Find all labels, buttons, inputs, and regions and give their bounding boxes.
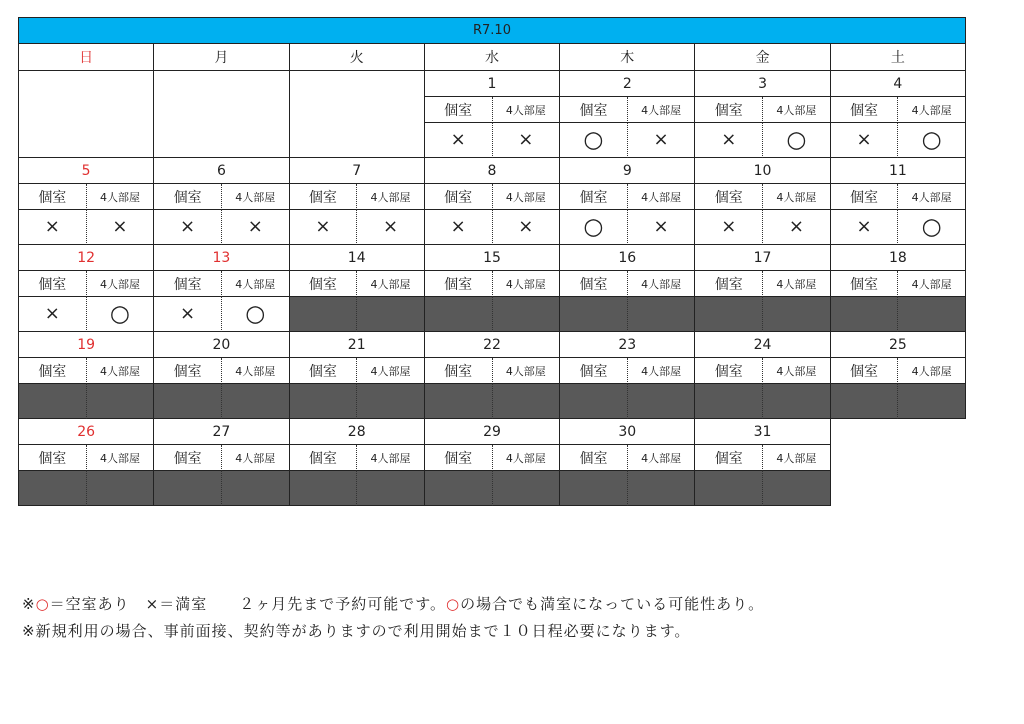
unavailable-cell-private xyxy=(290,297,358,332)
availability-shared: × xyxy=(628,123,696,158)
slot-label-private: 個室 xyxy=(19,358,87,384)
unavailable-cell-private xyxy=(560,471,628,506)
day-number: 22 xyxy=(425,332,560,358)
availability-shared: ○ xyxy=(222,297,290,332)
new-user-note: ※新規利用の場合、事前面接、契約等がありますので利用開始まで１０日程必要になります。 xyxy=(22,622,691,640)
unavailable-cell-private xyxy=(425,384,493,419)
slot-label-private: 個室 xyxy=(154,358,222,384)
unavailable-cell-shared xyxy=(628,471,696,506)
day-number: 16 xyxy=(560,245,695,271)
weekday-7: 土 xyxy=(831,44,966,71)
slot-label-shared: 4人部屋 xyxy=(898,184,966,210)
unavailable-cell-private xyxy=(425,471,493,506)
slot-label-shared: 4人部屋 xyxy=(222,271,290,297)
slot-label-private: 個室 xyxy=(154,445,222,471)
slot-label-private: 個室 xyxy=(425,358,493,384)
notes xyxy=(22,591,764,645)
availability-shared: × xyxy=(493,210,561,245)
unavailable-cell-shared xyxy=(357,297,425,332)
slot-label-shared: 4人部屋 xyxy=(493,184,561,210)
unavailable-cell-private xyxy=(154,471,222,506)
slot-label-shared: 4人部屋 xyxy=(628,445,696,471)
unavailable-cell-private xyxy=(290,471,358,506)
slot-label-private: 個室 xyxy=(425,445,493,471)
availability-calendar xyxy=(18,17,966,506)
slot-label-shared: 4人部屋 xyxy=(628,271,696,297)
day-number: 13 xyxy=(154,245,289,271)
availability-private: × xyxy=(19,297,87,332)
blank-day-cell xyxy=(831,419,966,506)
day-number: 15 xyxy=(425,245,560,271)
slot-label-shared: 4人部屋 xyxy=(222,445,290,471)
slot-label-shared: 4人部屋 xyxy=(357,358,425,384)
unavailable-cell-shared xyxy=(87,471,155,506)
weekday-5: 木 xyxy=(560,44,695,71)
slot-label-shared: 4人部屋 xyxy=(898,271,966,297)
slot-label-shared: 4人部屋 xyxy=(763,97,831,123)
unavailable-cell-private xyxy=(425,297,493,332)
unavailable-cell-shared xyxy=(628,297,696,332)
unavailable-cell-shared xyxy=(493,384,561,419)
availability-private: × xyxy=(154,297,222,332)
day-number: 30 xyxy=(560,419,695,445)
weekday-6: 金 xyxy=(695,44,830,71)
slot-label-private: 個室 xyxy=(425,184,493,210)
slot-label-shared: 4人部屋 xyxy=(87,358,155,384)
slot-label-shared: 4人部屋 xyxy=(763,271,831,297)
unavailable-cell-shared xyxy=(763,471,831,506)
unavailable-cell-shared xyxy=(493,297,561,332)
unavailable-cell-private xyxy=(560,384,628,419)
slot-label-shared: 4人部屋 xyxy=(763,184,831,210)
legend-note xyxy=(22,591,764,618)
availability-private: × xyxy=(831,123,899,158)
slot-label-private: 個室 xyxy=(19,271,87,297)
availability-private: ○ xyxy=(560,210,628,245)
availability-private: × xyxy=(695,210,763,245)
slot-label-shared: 4人部屋 xyxy=(898,97,966,123)
slot-label-private: 個室 xyxy=(290,358,358,384)
slot-label-private: 個室 xyxy=(560,97,628,123)
availability-private: × xyxy=(19,210,87,245)
unavailable-cell-private xyxy=(290,384,358,419)
unavailable-cell-shared xyxy=(898,297,966,332)
slot-label-private: 個室 xyxy=(695,97,763,123)
day-number: 20 xyxy=(154,332,289,358)
slot-label-shared: 4人部屋 xyxy=(493,445,561,471)
unavailable-cell-private xyxy=(695,471,763,506)
unavailable-cell-private xyxy=(695,384,763,419)
day-number: 31 xyxy=(695,419,830,445)
blank-day-cell xyxy=(154,71,289,158)
day-number: 9 xyxy=(560,158,695,184)
day-number: 18 xyxy=(831,245,966,271)
blank-day-cell xyxy=(290,71,425,158)
slot-label-private: 個室 xyxy=(831,358,899,384)
unavailable-cell-shared xyxy=(357,384,425,419)
slot-label-shared: 4人部屋 xyxy=(87,445,155,471)
day-number: 7 xyxy=(290,158,425,184)
slot-label-shared: 4人部屋 xyxy=(628,184,696,210)
day-number: 25 xyxy=(831,332,966,358)
available-symbol: ○ xyxy=(446,595,461,613)
legend-caution-text: の場合でも満室になっている可能性あり。 xyxy=(460,595,765,613)
day-number: 3 xyxy=(695,71,830,97)
slot-label-private: 個室 xyxy=(560,445,628,471)
slot-label-shared: 4人部屋 xyxy=(222,184,290,210)
availability-private: × xyxy=(831,210,899,245)
slot-label-private: 個室 xyxy=(290,445,358,471)
slot-label-shared: 4人部屋 xyxy=(763,358,831,384)
slot-label-shared: 4人部屋 xyxy=(493,97,561,123)
slot-label-shared: 4人部屋 xyxy=(628,358,696,384)
slot-label-shared: 4人部屋 xyxy=(357,445,425,471)
slot-label-private: 個室 xyxy=(290,271,358,297)
availability-private: × xyxy=(695,123,763,158)
availability-private: × xyxy=(425,210,493,245)
slot-label-private: 個室 xyxy=(695,271,763,297)
availability-shared: × xyxy=(628,210,696,245)
unavailable-cell-shared xyxy=(493,471,561,506)
unavailable-cell-shared xyxy=(222,384,290,419)
weekday-1: 日 xyxy=(19,44,154,71)
day-number: 8 xyxy=(425,158,560,184)
day-number: 26 xyxy=(19,419,154,445)
slot-label-shared: 4人部屋 xyxy=(87,184,155,210)
slot-label-shared: 4人部屋 xyxy=(898,358,966,384)
slot-label-private: 個室 xyxy=(19,445,87,471)
available-symbol: ○ xyxy=(35,595,50,613)
unavailable-cell-shared xyxy=(222,471,290,506)
slot-label-private: 個室 xyxy=(695,445,763,471)
unavailable-cell-private xyxy=(19,384,87,419)
day-number: 6 xyxy=(154,158,289,184)
weekday-3: 火 xyxy=(290,44,425,71)
slot-label-shared: 4人部屋 xyxy=(222,358,290,384)
day-number: 12 xyxy=(19,245,154,271)
unavailable-cell-private xyxy=(831,384,899,419)
weekday-4: 水 xyxy=(425,44,560,71)
unavailable-cell-private xyxy=(19,471,87,506)
availability-shared: ○ xyxy=(898,123,966,158)
slot-label-private: 個室 xyxy=(290,184,358,210)
weekday-2: 月 xyxy=(154,44,289,71)
day-number: 29 xyxy=(425,419,560,445)
availability-shared: ○ xyxy=(763,123,831,158)
availability-shared: × xyxy=(763,210,831,245)
unavailable-cell-shared xyxy=(763,297,831,332)
unavailable-cell-shared xyxy=(357,471,425,506)
slot-label-private: 個室 xyxy=(560,184,628,210)
slot-label-private: 個室 xyxy=(560,358,628,384)
day-number: 11 xyxy=(831,158,966,184)
day-number: 19 xyxy=(19,332,154,358)
availability-shared: ○ xyxy=(87,297,155,332)
day-number: 17 xyxy=(695,245,830,271)
slot-label-shared: 4人部屋 xyxy=(493,271,561,297)
slot-label-private: 個室 xyxy=(695,358,763,384)
unavailable-cell-shared xyxy=(763,384,831,419)
slot-label-shared: 4人部屋 xyxy=(493,358,561,384)
day-number: 23 xyxy=(560,332,695,358)
blank-day-cell xyxy=(19,71,154,158)
day-number: 27 xyxy=(154,419,289,445)
availability-shared: × xyxy=(357,210,425,245)
availability-private: × xyxy=(290,210,358,245)
day-number: 4 xyxy=(831,71,966,97)
slot-label-shared: 4人部屋 xyxy=(87,271,155,297)
slot-label-shared: 4人部屋 xyxy=(628,97,696,123)
unavailable-cell-private xyxy=(695,297,763,332)
slot-label-private: 個室 xyxy=(154,271,222,297)
day-number: 21 xyxy=(290,332,425,358)
slot-label-shared: 4人部屋 xyxy=(357,271,425,297)
day-number: 24 xyxy=(695,332,830,358)
slot-label-shared: 4人部屋 xyxy=(763,445,831,471)
slot-label-private: 個室 xyxy=(695,184,763,210)
calendar-title: R7.10 xyxy=(19,18,966,44)
availability-private: × xyxy=(154,210,222,245)
availability-shared: × xyxy=(222,210,290,245)
note-prefix: ※ xyxy=(22,595,36,613)
day-number: 2 xyxy=(560,71,695,97)
day-number: 10 xyxy=(695,158,830,184)
legend-text: ＝空室あり ×＝満室 ２ヶ月先まで予約可能です。 xyxy=(49,595,447,613)
availability-private: × xyxy=(425,123,493,158)
unavailable-cell-private xyxy=(560,297,628,332)
availability-private: ○ xyxy=(560,123,628,158)
slot-label-private: 個室 xyxy=(154,184,222,210)
day-number: 14 xyxy=(290,245,425,271)
unavailable-cell-private xyxy=(831,297,899,332)
unavailable-cell-shared xyxy=(628,384,696,419)
day-number: 1 xyxy=(425,71,560,97)
unavailable-cell-shared xyxy=(898,384,966,419)
slot-label-private: 個室 xyxy=(560,271,628,297)
day-number: 28 xyxy=(290,419,425,445)
slot-label-private: 個室 xyxy=(831,271,899,297)
slot-label-private: 個室 xyxy=(19,184,87,210)
unavailable-cell-private xyxy=(154,384,222,419)
availability-shared: × xyxy=(87,210,155,245)
unavailable-cell-shared xyxy=(87,384,155,419)
slot-label-private: 個室 xyxy=(831,184,899,210)
availability-shared: × xyxy=(493,123,561,158)
slot-label-shared: 4人部屋 xyxy=(357,184,425,210)
availability-shared: ○ xyxy=(898,210,966,245)
slot-label-private: 個室 xyxy=(425,97,493,123)
slot-label-private: 個室 xyxy=(425,271,493,297)
slot-label-private: 個室 xyxy=(831,97,899,123)
day-number: 5 xyxy=(19,158,154,184)
